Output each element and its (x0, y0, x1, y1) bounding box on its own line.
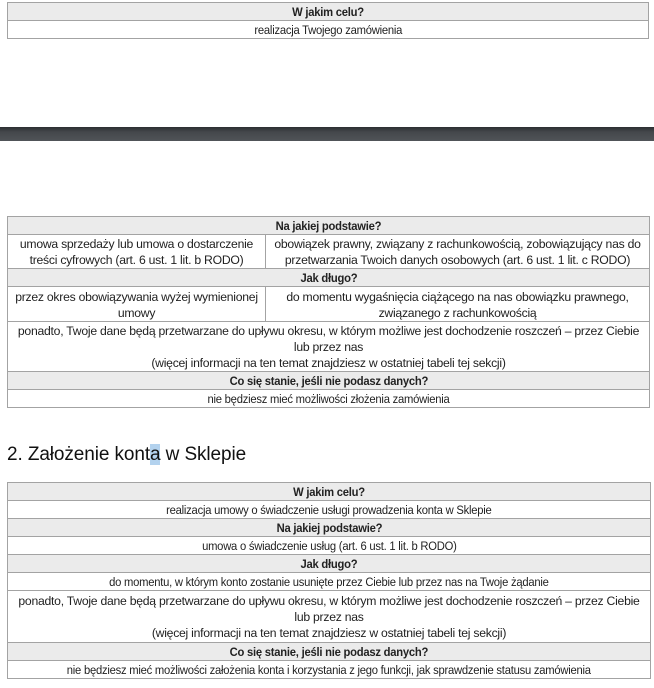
consequence-header: Co się stanie, jeśli nie podasz danych? (8, 643, 651, 661)
text-selection[interactable]: a (150, 444, 161, 465)
basis-right-cell: obowiązek prawny, związany z rachunkowością, zobowiązujący nas do przetwarzania Twoich danych osobowych (art. 6 ust. 1 lit. c RODO) (266, 235, 650, 269)
legal-basis-table-section1 (7, 216, 650, 408)
basis-left-cell: umowa sprzedaży lub umowa o dostarczenie treści cyfrowych (art. 6 ust. 1 lit. b RODO) (8, 235, 266, 269)
duration-extra-cell: ponadto, Twoje dane będą przetwarzane do upływu okresu, w którym możliwe jest dochodzenie roszczeń – przez Ciebie lub przez nas (więcej informacji na ten temat znajdziesz w ostatniej tabeli tej sekcji) (8, 322, 650, 372)
basis-value: umowa o świadczenie usług (art. 6 ust. 1 lit. b RODO) (8, 537, 651, 555)
consequence-value: nie będziesz mieć możliwości złożenia zamówienia (8, 390, 650, 408)
basis-header: Na jakiej podstawie? (8, 217, 650, 235)
consequence-header: Co się stanie, jeśli nie podasz danych? (8, 372, 650, 390)
purpose-header: W jakim celu? (8, 3, 649, 21)
purpose-table-section1 (7, 2, 649, 39)
basis-header: Na jakiej podstawie? (8, 519, 651, 537)
page-separator-bar (0, 127, 654, 141)
duration-extra-cell: ponadto, Twoje dane będą przetwarzane do upływu okresu, w którym możliwe jest dochodzenie roszczeń – przez Ciebie lub przez nas (więcej informacji na ten temat znajdziesz w ostatniej tabeli tej sekcji) (8, 591, 651, 643)
purpose-header: W jakim celu? (8, 483, 651, 501)
section-heading-account[interactable]: 2. Założenie konta w Sklepie (7, 444, 247, 465)
duration-value: do momentu, w którym konto zostanie usunięte przez Ciebie lub przez nas na Twoje żądanie (8, 573, 651, 591)
account-table-section2 (7, 482, 651, 679)
duration-left-cell: przez okres obowiązywania wyżej wymienionej umowy (8, 287, 266, 322)
purpose-value: realizacja umowy o świadczenie usługi prowadzenia konta w Sklepie (8, 501, 651, 519)
duration-header: Jak długo? (8, 269, 650, 287)
purpose-value: realizacja Twojego zamówienia (8, 21, 649, 39)
duration-header: Jak długo? (8, 555, 651, 573)
duration-right-cell: do momentu wygaśnięcia ciążącego na nas obowiązku prawnego, związanego z rachunkowością (266, 287, 650, 322)
consequence-value: nie będziesz mieć możliwości założenia konta i korzystania z jego funkcji, jak sprawdzenie statusu zamówienia (8, 661, 651, 679)
